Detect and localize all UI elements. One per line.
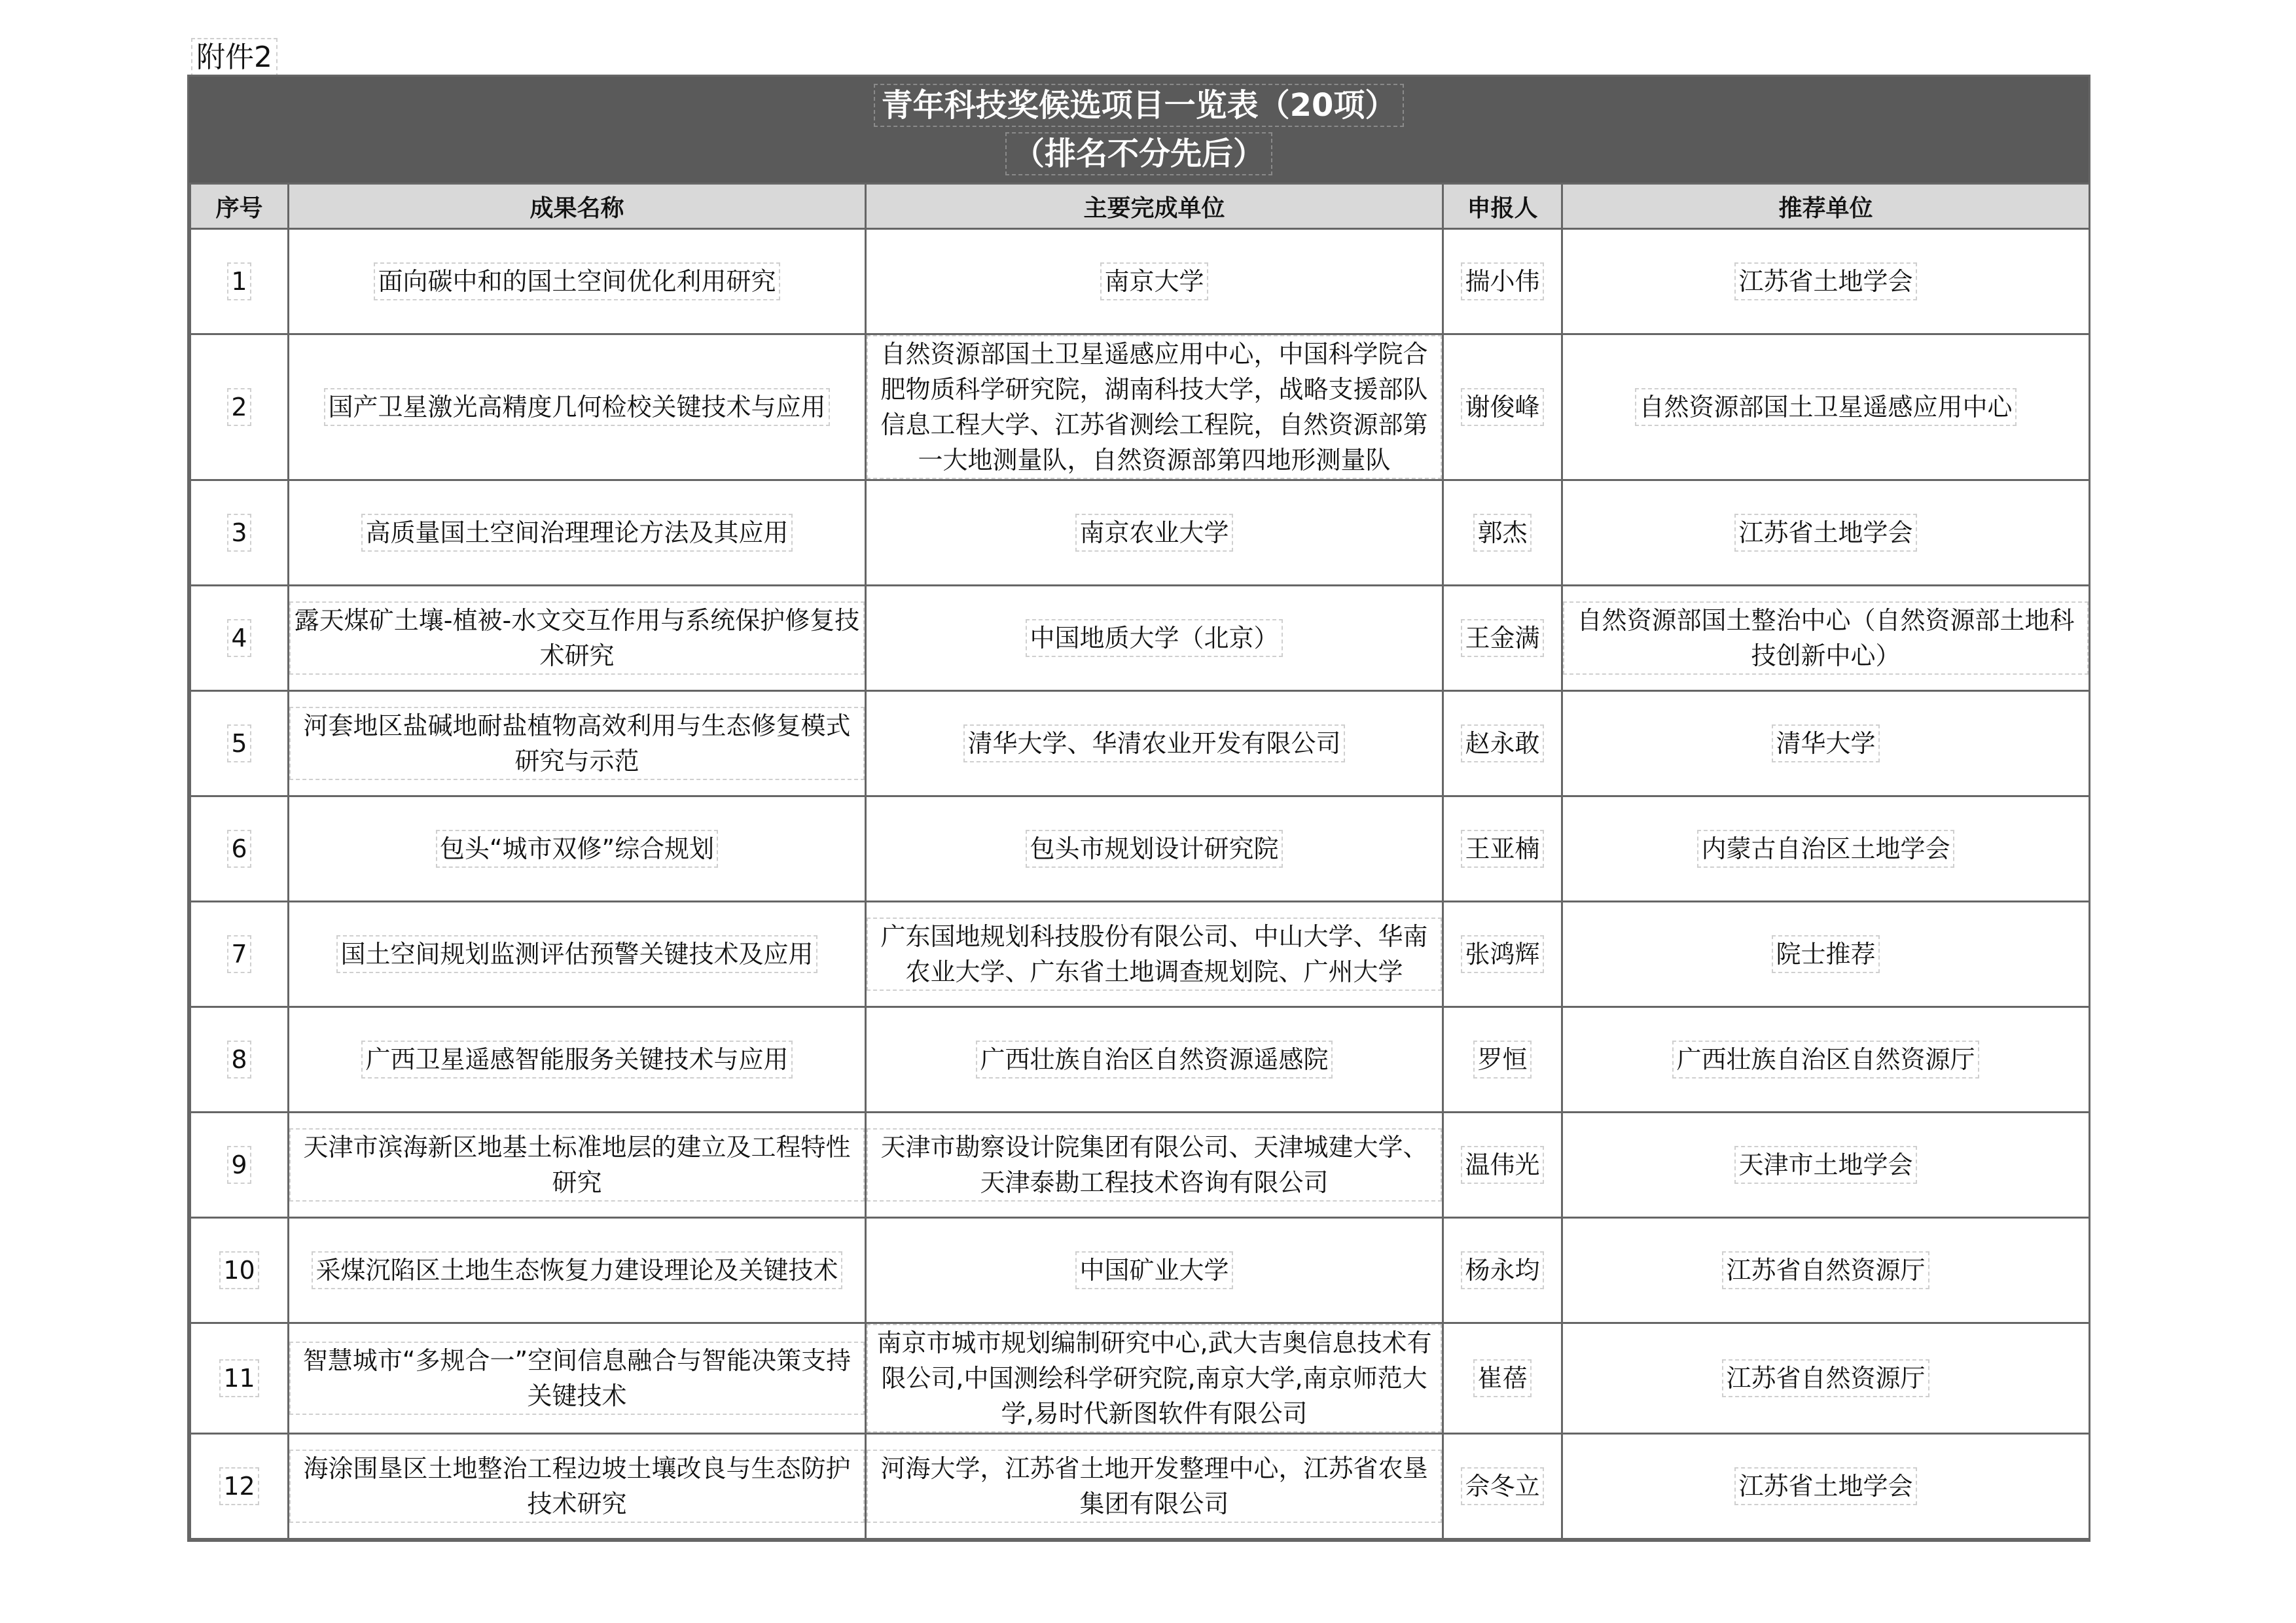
applicant-cell — [1443, 1218, 1562, 1323]
applicant-cell — [1443, 902, 1562, 1007]
table-row — [190, 1434, 2090, 1539]
header-recommender: 推荐单位 — [1562, 184, 2090, 229]
row-number-cell — [190, 334, 289, 480]
completing-unit-cell — [866, 1434, 1443, 1539]
completing-unit: 中国矿业大学 — [1075, 1251, 1232, 1289]
completing-unit: 广东国地规划科技股份有限公司、中山大学、华南农业大学、广东省土地调查规划院、广州大学 — [867, 918, 1442, 991]
achievement-name-cell — [289, 229, 866, 334]
achievement-name: 包头“城市双修”综合规划 — [436, 830, 718, 868]
completing-unit-cell — [866, 480, 1443, 586]
recommending-unit-cell — [1562, 1113, 2090, 1218]
table-row — [190, 586, 2090, 691]
achievement-name: 海涂围垦区土地整治工程边坡土壤改良与生态防护技术研究 — [289, 1450, 865, 1523]
recommending-unit: 广西壮族自治区自然资源厅 — [1672, 1041, 1979, 1079]
achievement-name-cell — [289, 1007, 866, 1113]
recommending-unit: 江苏省自然资源厅 — [1722, 1359, 1929, 1397]
achievement-name-cell — [289, 691, 866, 796]
row-number-cell — [190, 1007, 289, 1113]
candidate-table — [189, 183, 2090, 1540]
row-number: 3 — [227, 514, 251, 552]
attachment-label: 附件2 — [191, 38, 278, 77]
completing-unit-cell — [866, 902, 1443, 1007]
completing-unit: 中国地质大学（北京） — [1026, 619, 1282, 657]
recommending-unit: 清华大学 — [1772, 724, 1879, 762]
applicant-cell — [1443, 480, 1562, 586]
completing-unit-cell — [866, 334, 1443, 480]
recommending-unit: 自然资源部国土卫星遥感应用中心 — [1635, 388, 2016, 426]
table-row — [190, 691, 2090, 796]
row-number-cell — [190, 229, 289, 334]
recommending-unit: 江苏省土地学会 — [1734, 514, 1916, 552]
completing-unit-cell — [866, 586, 1443, 691]
row-number: 7 — [227, 935, 251, 973]
row-number-cell — [190, 1434, 289, 1539]
recommending-unit-cell — [1562, 334, 2090, 480]
table-body — [190, 229, 2090, 1539]
applicant: 佘冬立 — [1461, 1467, 1543, 1505]
achievement-name-cell — [289, 334, 866, 480]
applicant-cell — [1443, 1113, 1562, 1218]
header-name: 成果名称 — [289, 184, 866, 229]
applicant: 郭杰 — [1473, 514, 1531, 552]
achievement-name: 天津市滨海新区地基土标准地层的建立及工程特性研究 — [289, 1128, 865, 1202]
table-row — [190, 796, 2090, 902]
recommending-unit: 自然资源部国土整治中心（自然资源部土地科技创新中心） — [1563, 601, 2089, 675]
applicant-cell — [1443, 1434, 1562, 1539]
row-number-cell — [190, 1323, 289, 1434]
completing-unit-cell — [866, 1007, 1443, 1113]
table-row — [190, 334, 2090, 480]
completing-unit: 河海大学，江苏省土地开发整理中心，江苏省农垦集团有限公司 — [867, 1450, 1442, 1523]
table-row — [190, 229, 2090, 334]
achievement-name: 国土空间规划监测评估预警关键技术及应用 — [336, 935, 817, 973]
recommending-unit-cell — [1562, 1323, 2090, 1434]
applicant: 张鸿辉 — [1461, 935, 1543, 973]
recommending-unit: 院士推荐 — [1772, 935, 1879, 973]
completing-unit-cell — [866, 1113, 1443, 1218]
achievement-name-cell — [289, 1434, 866, 1539]
applicant-cell — [1443, 796, 1562, 902]
recommending-unit-cell — [1562, 1434, 2090, 1539]
row-number: 2 — [227, 388, 251, 426]
achievement-name: 河套地区盐碱地耐盐植物高效利用与生态修复模式研究与示范 — [289, 707, 865, 780]
recommending-unit-cell — [1562, 480, 2090, 586]
applicant: 温伟光 — [1461, 1146, 1543, 1184]
applicant: 罗恒 — [1473, 1041, 1531, 1079]
table-row — [190, 480, 2090, 586]
recommending-unit: 江苏省土地学会 — [1734, 262, 1916, 300]
applicant: 王亚楠 — [1461, 830, 1543, 868]
row-number-cell — [190, 796, 289, 902]
applicant: 王金满 — [1461, 619, 1543, 657]
row-number: 9 — [227, 1146, 251, 1184]
table-title: 青年科技奖候选项目一览表（20项） — [874, 84, 1405, 127]
achievement-name: 面向碳中和的国土空间优化利用研究 — [374, 262, 780, 300]
applicant: 揣小伟 — [1461, 262, 1543, 300]
completing-unit: 南京大学 — [1100, 262, 1208, 300]
recommending-unit-cell — [1562, 796, 2090, 902]
table-row — [190, 1007, 2090, 1113]
applicant-cell — [1443, 1323, 1562, 1434]
table-row — [190, 1323, 2090, 1434]
completing-unit-cell — [866, 691, 1443, 796]
completing-unit-cell — [866, 1323, 1443, 1434]
recommending-unit-cell — [1562, 691, 2090, 796]
achievement-name: 广西卫星遥感智能服务关键技术与应用 — [361, 1041, 792, 1079]
completing-unit: 清华大学、华清农业开发有限公司 — [963, 724, 1344, 762]
row-number: 10 — [219, 1251, 259, 1289]
applicant-cell — [1443, 691, 1562, 796]
recommending-unit: 江苏省土地学会 — [1734, 1467, 1916, 1505]
completing-unit: 自然资源部国土卫星遥感应用中心，中国科学院合肥物质科学研究院，湖南科技大学，战略支援部队信息工程大学、江苏省测绘工程院，自然资源部第一大地测量队，自然资源部第四地形测量队 — [867, 335, 1442, 479]
row-number: 12 — [219, 1467, 259, 1505]
applicant-cell — [1443, 334, 1562, 480]
recommending-unit: 内蒙古自治区土地学会 — [1697, 830, 1954, 868]
completing-unit: 广西壮族自治区自然资源遥感院 — [976, 1041, 1332, 1079]
recommending-unit-cell — [1562, 1218, 2090, 1323]
applicant: 崔蓓 — [1473, 1359, 1531, 1397]
row-number-cell — [190, 480, 289, 586]
applicant: 杨永均 — [1461, 1251, 1543, 1289]
achievement-name: 高质量国土空间治理理论方法及其应用 — [361, 514, 792, 552]
achievement-name: 国产卫星激光高精度几何检校关键技术与应用 — [324, 388, 829, 426]
completing-unit-cell — [866, 796, 1443, 902]
completing-unit: 天津市勘察设计院集团有限公司、天津城建大学、天津泰勘工程技术咨询有限公司 — [867, 1128, 1442, 1202]
applicant-cell — [1443, 586, 1562, 691]
achievement-name-cell — [289, 1218, 866, 1323]
row-number: 5 — [227, 724, 251, 762]
row-number: 1 — [227, 262, 251, 300]
row-number-cell — [190, 1113, 289, 1218]
achievement-name-cell — [289, 586, 866, 691]
completing-unit: 包头市规划设计研究院 — [1026, 830, 1282, 868]
recommending-unit-cell — [1562, 902, 2090, 1007]
row-number: 11 — [219, 1359, 259, 1397]
completing-unit-cell — [866, 1218, 1443, 1323]
recommending-unit-cell — [1562, 586, 2090, 691]
achievement-name: 露天煤矿土壤-植被-水文交互作用与系统保护修复技术研究 — [289, 601, 865, 675]
achievement-name: 智慧城市“多规合一”空间信息融合与智能决策支持关键技术 — [289, 1342, 865, 1415]
header-no: 序号 — [190, 184, 289, 229]
row-number: 8 — [227, 1041, 251, 1079]
achievement-name-cell — [289, 902, 866, 1007]
recommending-unit-cell — [1562, 1007, 2090, 1113]
header-unit: 主要完成单位 — [866, 184, 1443, 229]
table-subtitle: （排名不分先后） — [1005, 132, 1272, 175]
table-row — [190, 1113, 2090, 1218]
header-person: 申报人 — [1443, 184, 1562, 229]
applicant-cell — [1443, 1007, 1562, 1113]
completing-unit: 南京市城市规划编制研究中心,武大吉奥信息技术有限公司,中国测绘科学研究院,南京大学,南京师范大学,易时代新图软件有限公司 — [867, 1324, 1442, 1433]
candidate-table-sheet — [187, 75, 2090, 1542]
recommending-unit-cell — [1562, 229, 2090, 334]
recommending-unit: 江苏省自然资源厅 — [1722, 1251, 1929, 1289]
achievement-name-cell — [289, 1323, 866, 1434]
achievement-name-cell — [289, 796, 866, 902]
row-number-cell — [190, 902, 289, 1007]
applicant: 赵永敢 — [1461, 724, 1543, 762]
table-header-row — [190, 184, 2090, 229]
table-title-bar — [189, 77, 2089, 183]
table-row — [190, 1218, 2090, 1323]
row-number-cell — [190, 691, 289, 796]
recommending-unit: 天津市土地学会 — [1734, 1146, 1916, 1184]
row-number-cell — [190, 1218, 289, 1323]
row-number: 4 — [227, 619, 251, 657]
completing-unit: 南京农业大学 — [1075, 514, 1232, 552]
table-row — [190, 902, 2090, 1007]
achievement-name-cell — [289, 1113, 866, 1218]
applicant-cell — [1443, 229, 1562, 334]
completing-unit-cell — [866, 229, 1443, 334]
applicant: 谢俊峰 — [1461, 388, 1543, 426]
achievement-name-cell — [289, 480, 866, 586]
row-number: 6 — [227, 830, 251, 868]
achievement-name: 采煤沉陷区土地生态恢复力建设理论及关键技术 — [312, 1251, 842, 1289]
row-number-cell — [190, 586, 289, 691]
